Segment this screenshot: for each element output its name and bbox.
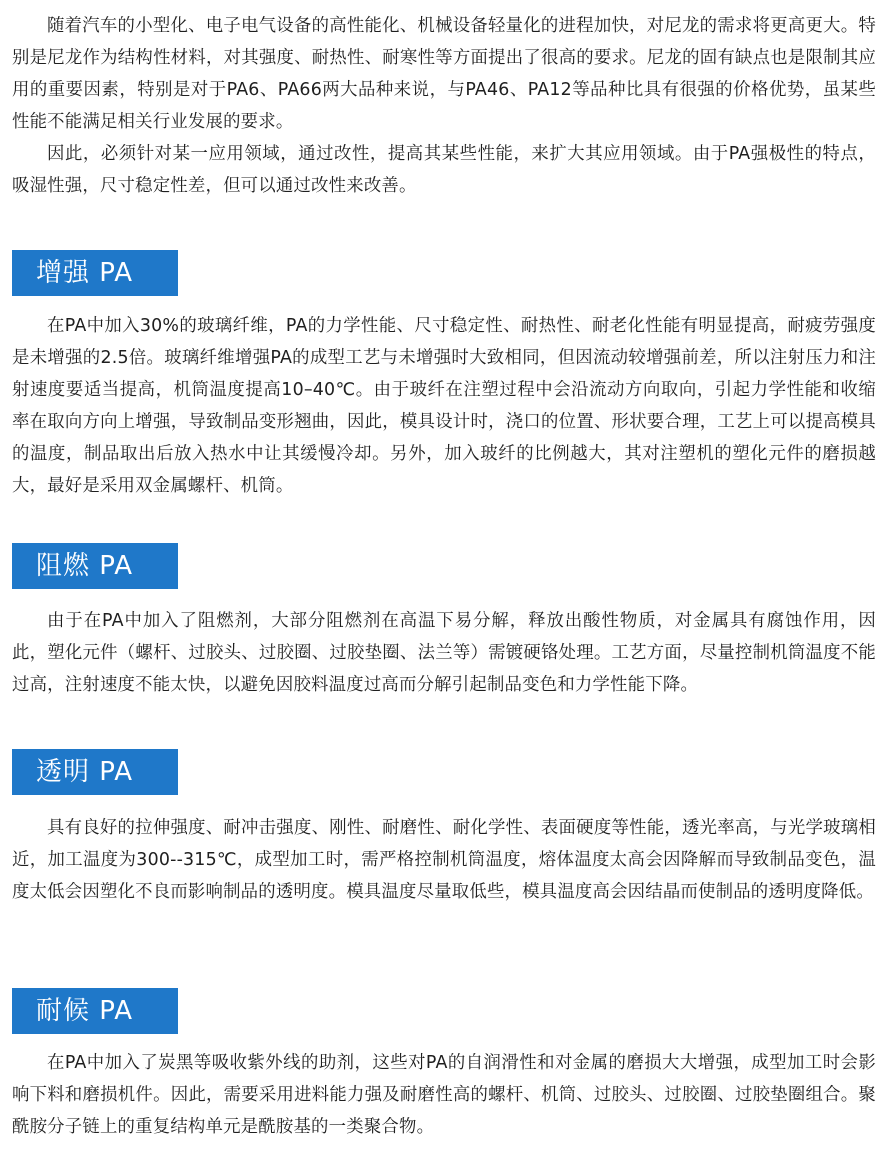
section-body-reinforced-pa: 在PA中加入30%的玻璃纤维，PA的力学性能、尺寸稳定性、耐热性、耐老化性能有明显提高，耐疲劳强度是未增强的2.5倍。玻璃纤维增强PA的成型工艺与未增强时大致相同，但因流动较增强前差，所以注射压力和注射速度要适当提高，机筒温度提高10–40℃。由于玻纤在注塑过程中会沿流动方向取向，引起力学性能和收缩率在取向方向上增强，导致制品变形翘曲，因此，模具设计时，浇口的位置、形状要合理，工艺上可以提高模具的温度，制品取出后放入热水中让其缓慢冷却。另外，加入玻纤的比例越大，其对注塑机的塑化元件的磨损越大，最好是采用双金属螺杆、机筒。 (12, 316, 876, 496)
section-body-flame-retardant-pa: 由于在PA中加入了阻燃剂，大部分阻燃剂在高温下易分解，释放出酸性物质，对金属具有腐蚀作用，因此，塑化元件（螺杆、过胶头、过胶圈、过胶垫圈、法兰等）需镀硬铬处理。工艺方面，尽量控制机筒温度不能过高，注射速度不能太快，以避免因胶料温度过高而分解引起制品变色和力学性能下降。 (12, 611, 876, 695)
section-heading-flame-retardant-pa: 阻燃 PA (12, 543, 178, 589)
section-heading-transparent-pa: 透明 PA (12, 749, 178, 795)
section-body-transparent-pa: 具有良好的拉伸强度、耐冲击强度、刚性、耐磨性、耐化学性、表面硬度等性能，透光率高，与光学玻璃相近，加工温度为300--315℃，成型加工时，需严格控制机筒温度，熔体温度太高会因降解而导致制品变色，温度太低会因塑化不良而影响制品的透明度。模具温度尽量取低些，模具温度高会因结晶而使制品的透明度降低。 (12, 818, 876, 902)
section-heading-reinforced-pa: 增强 PA (12, 250, 178, 296)
intro-paragraph-2: 因此，必须针对某一应用领域，通过改性，提高其某些性能，来扩大其应用领域。由于PA强极性的特点，吸湿性强，尺寸稳定性差，但可以通过改性来改善。 (12, 144, 876, 196)
section-body-weather-resistant-pa: 在PA中加入了炭黑等吸收紫外线的助剂，这些对PA的自润滑性和对金属的磨损大大增强，成型加工时会影响下料和磨损机件。因此，需要采用进料能力强及耐磨性高的螺杆、机筒、过胶头、过胶圈、过胶垫圈组合。聚酰胺分子链上的重复结构单元是酰胺基的一类聚合物。 (12, 1053, 876, 1137)
section-heading-weather-resistant-pa: 耐候 PA (12, 988, 178, 1034)
intro-paragraph-1: 随着汽车的小型化、电子电气设备的高性能化、机械设备轻量化的进程加快，对尼龙的需求将更高更大。特别是尼龙作为结构性材料，对其强度、耐热性、耐寒性等方面提出了很高的要求。尼龙的固有缺点也是限制其应用的重要因素，特别是对于PA6、PA66两大品种来说，与PA46、PA12等品种比具有很强的价格优势，虽某些性能不能满足相关行业发展的要求。 (12, 16, 876, 132)
